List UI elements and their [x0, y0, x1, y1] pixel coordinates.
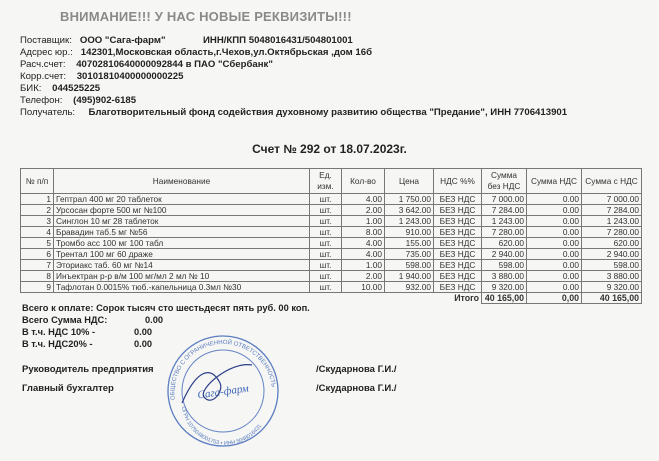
item-vat-sum: 0.00: [527, 194, 582, 205]
vat20-label: В т.ч. НДС20% -: [22, 339, 93, 349]
accountant-signature-label: Главный бухгалтер: [22, 383, 114, 394]
item-name: Инъектран р-р в/м 100 мг/мл 2 мл № 10: [54, 271, 310, 282]
item-vat-rate: БЕЗ НДС: [434, 271, 482, 282]
head-signature-label: Руководитель предприятия: [22, 364, 154, 375]
table-row: [21, 194, 642, 205]
items-table: [20, 168, 642, 304]
total-label: Итого: [454, 293, 479, 304]
table-row: [21, 282, 642, 293]
stamp-ogrn-text: ОГРН 1075048001753 • ИНН 5048016431: [179, 406, 264, 447]
item-price: 910.00: [385, 227, 434, 238]
item-sum-without-vat: 9 320.00: [482, 282, 527, 293]
item-qty: 4.00: [342, 194, 385, 205]
recipient-value: Благотворительный фонд содействия духовному развитию общества "Предание", ИНН 7706413901: [88, 107, 568, 118]
item-unit: шт.: [310, 260, 342, 271]
item-name: Синглон 10 мг 28 таблеток: [54, 216, 310, 227]
stamp-ring-text: ОБЩЕСТВО С ОГРАНИЧЕННОЙ ОТВЕТСТВЕННОСТЬЮ: [170, 339, 276, 401]
item-vat-sum: 0.00: [527, 238, 582, 249]
item-qty: 1.00: [342, 216, 385, 227]
address-label: Адсрес юр.:: [20, 47, 73, 58]
item-name: Гептрал 400 мг 20 таблеток: [54, 194, 310, 205]
item-sum-with-vat: 3 880.00: [582, 271, 642, 282]
header-qty: Кол-во: [342, 169, 385, 194]
item-sum-with-vat: 1 243.00: [582, 216, 642, 227]
item-sum-without-vat: 3 880.00: [482, 271, 527, 282]
company-stamp: [160, 333, 286, 449]
item-qty: 8.00: [342, 227, 385, 238]
item-price: 1 940.00: [385, 271, 434, 282]
item-vat-sum: 0.00: [527, 271, 582, 282]
item-vat-rate: БЕЗ НДС: [434, 194, 482, 205]
item-unit: шт.: [310, 194, 342, 205]
row-number: 4: [21, 227, 54, 238]
bik-line: [20, 83, 100, 94]
item-vat-sum: 0.00: [527, 282, 582, 293]
total-vat: 0,00: [527, 293, 582, 304]
item-qty: 10.00: [342, 282, 385, 293]
item-vat-sum: 0.00: [527, 205, 582, 216]
row-number: 2: [21, 205, 54, 216]
supplier-label: Поставщик:: [20, 35, 72, 46]
row-number: 5: [21, 238, 54, 249]
item-qty: 2.00: [342, 271, 385, 282]
item-name: Эториакс таб. 60 мг №14: [54, 260, 310, 271]
stamp-center-text: Сага-фарм: [196, 382, 250, 402]
inn-kpp: ИНН/КПП 5048016431/504801001: [203, 35, 353, 46]
item-price: 598.00: [385, 260, 434, 271]
item-price: 1 750.00: [385, 194, 434, 205]
total-without-vat: 40 165,00: [482, 293, 527, 304]
phone-value: (495)902-6185: [73, 95, 137, 106]
address-line: [20, 47, 372, 58]
item-vat-rate: БЕЗ НДС: [434, 260, 482, 271]
table-row: [21, 205, 642, 216]
notice-banner: ВНИМАНИЕ!!! У НАС НОВЫЕ РЕКВИЗИТЫ!!!: [60, 9, 352, 24]
item-sum-without-vat: 1 243.00: [482, 216, 527, 227]
header-price: Цена: [385, 169, 434, 194]
head-signature-name: /Скударнова Г.И./: [316, 364, 397, 375]
row-number: 9: [21, 282, 54, 293]
bik-label: БИК:: [20, 83, 42, 94]
row-number: 3: [21, 216, 54, 227]
item-unit: шт.: [310, 238, 342, 249]
recipient-line: [20, 107, 567, 118]
row-number: 1: [21, 194, 54, 205]
corr-line: [20, 71, 183, 82]
item-price: 3 642.00: [385, 205, 434, 216]
item-name: Урсосан форте 500 мг №100: [54, 205, 310, 216]
account-value: 40702810640000092844 в ПАО "Сбербанк": [76, 59, 273, 70]
item-vat-sum: 0.00: [527, 260, 582, 271]
vat-sum-value: 0.00: [145, 315, 164, 325]
account-line: [20, 59, 273, 70]
bik-value: 044525225: [52, 83, 101, 94]
header-vat-sum: Сумма НДС: [527, 169, 582, 194]
item-qty: 2.00: [342, 205, 385, 216]
row-number: 8: [21, 271, 54, 282]
header-sum-with-vat: Сумма с НДС: [582, 169, 642, 194]
item-vat-sum: 0.00: [527, 216, 582, 227]
item-sum-without-vat: 620.00: [482, 238, 527, 249]
item-price: 932.00: [385, 282, 434, 293]
row-number: 7: [21, 260, 54, 271]
item-vat-rate: БЕЗ НДС: [434, 227, 482, 238]
table-row: [21, 271, 642, 282]
corr-label: Корр.счет:: [20, 71, 67, 82]
item-vat-rate: БЕЗ НДС: [434, 282, 482, 293]
account-label: Расч.счет:: [20, 59, 66, 70]
table-row: [21, 260, 642, 271]
vat10-value: 0.00: [134, 327, 153, 337]
header-number: № п/п: [21, 169, 54, 194]
item-unit: шт.: [310, 282, 342, 293]
invoice-title: Счет № 292 от 18.07.2023г.: [252, 142, 407, 156]
item-unit: шт.: [310, 227, 342, 238]
supplier-name: ООО "Сага-фарм": [79, 35, 166, 46]
corr-value: 30101810400000000225: [76, 71, 184, 82]
table-row: [21, 227, 642, 238]
item-sum-with-vat: 2 940.00: [582, 249, 642, 260]
item-price: 155.00: [385, 238, 434, 249]
header-name: Наименование: [54, 169, 310, 194]
item-vat-sum: 0.00: [527, 227, 582, 238]
item-name: Бравадин таб.5 мг №56: [54, 227, 310, 238]
header-unit: Ед. изм.: [310, 169, 342, 194]
item-sum-with-vat: 7 284.00: [582, 205, 642, 216]
item-unit: шт.: [310, 271, 342, 282]
payable-text: Всего к оплате: Сорок тысяч сто шестьдесят пять руб. 00 коп.: [22, 303, 310, 313]
item-price: 1 243.00: [385, 216, 434, 227]
item-vat-sum: 0.00: [527, 249, 582, 260]
vat10-label: В т.ч. НДС 10% -: [22, 327, 96, 337]
total-row: [21, 293, 642, 304]
item-vat-rate: БЕЗ НДС: [434, 249, 482, 260]
table-header-row: [21, 169, 642, 194]
item-sum-without-vat: 598.00: [482, 260, 527, 271]
item-sum-with-vat: 7 280.00: [582, 227, 642, 238]
item-vat-rate: БЕЗ НДС: [434, 216, 482, 227]
item-sum-without-vat: 7 280.00: [482, 227, 527, 238]
item-sum-without-vat: 2 940.00: [482, 249, 527, 260]
total-with-vat: 40 165,00: [582, 293, 642, 304]
recipient-label: Получатель:: [20, 107, 76, 118]
item-sum-with-vat: 9 320.00: [582, 282, 642, 293]
supplier-line: [20, 35, 166, 46]
item-sum-without-vat: 7 284.00: [482, 205, 527, 216]
vat-sum-label: Всего Сумма НДС:: [22, 315, 108, 325]
item-qty: 4.00: [342, 238, 385, 249]
item-sum-with-vat: 7 000.00: [582, 194, 642, 205]
header-vat-rate: НДС %%: [434, 169, 482, 194]
item-vat-rate: БЕЗ НДС: [434, 238, 482, 249]
table-row: [21, 249, 642, 260]
row-number: 6: [21, 249, 54, 260]
phone-label: Телефон:: [20, 95, 63, 106]
item-name: Трентал 100 мг 60 драже: [54, 249, 310, 260]
phone-line: [20, 95, 136, 106]
item-name: Тафлотан 0.0015% тюб.-капельница 0.3мл №30: [54, 282, 310, 293]
item-qty: 4.00: [342, 249, 385, 260]
item-sum-with-vat: 598.00: [582, 260, 642, 271]
address-value: 142301,Московская область,г.Чехов,ул.Октябрьская ,дом 16б: [80, 47, 373, 58]
header-sum-without-vat: Сумма без НДС: [482, 169, 527, 194]
item-unit: шт.: [310, 205, 342, 216]
item-price: 735.00: [385, 249, 434, 260]
item-sum-without-vat: 7 000.00: [482, 194, 527, 205]
vat20-value: 0.00: [134, 339, 153, 349]
item-qty: 1.00: [342, 260, 385, 271]
item-sum-with-vat: 620.00: [582, 238, 642, 249]
item-vat-rate: БЕЗ НДС: [434, 205, 482, 216]
item-unit: шт.: [310, 249, 342, 260]
accountant-signature-name: /Скударнова Г.И./: [316, 383, 397, 394]
table-row: [21, 238, 642, 249]
item-unit: шт.: [310, 216, 342, 227]
table-row: [21, 216, 642, 227]
item-name: Тромбо асс 100 мг 100 табл: [54, 238, 310, 249]
